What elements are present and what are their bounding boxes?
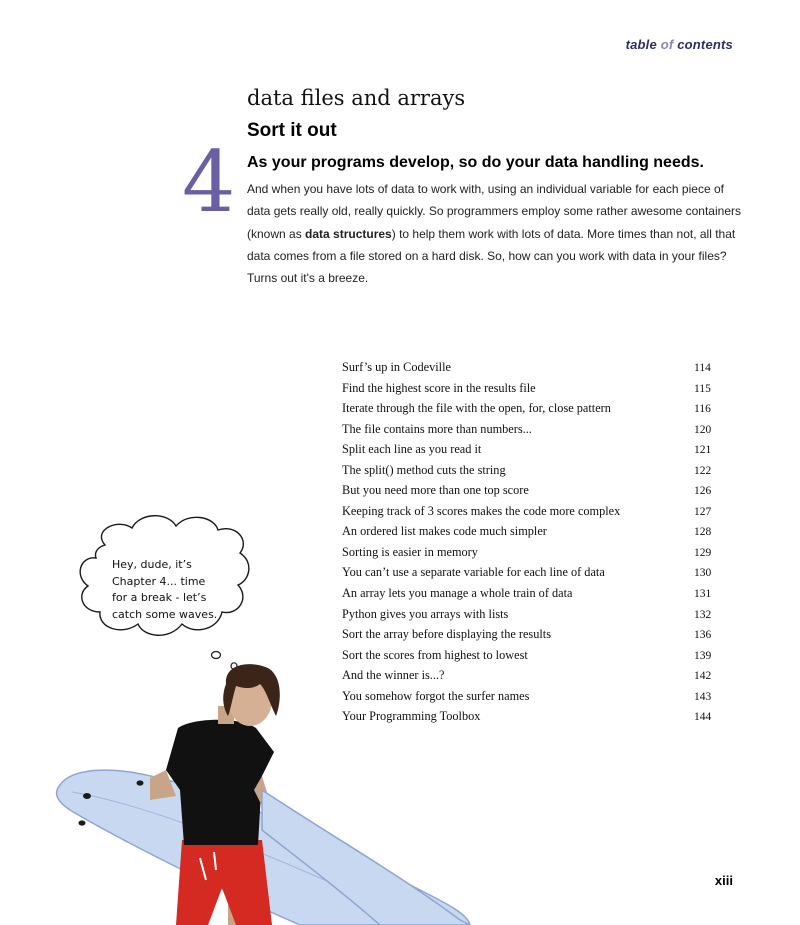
toc-entry-page: 128 bbox=[694, 526, 712, 539]
toc-entry-page: 131 bbox=[694, 588, 712, 601]
chapter-subtitle: As your programs develop, so do your data handling needs. bbox=[247, 154, 704, 171]
toc-entry-title: Iterate through the file with the open, for, close pattern bbox=[342, 401, 611, 416]
toc-entry-title: Sorting is easier in memory bbox=[342, 544, 478, 559]
header-text-post: contents bbox=[673, 37, 733, 52]
thought-line-2: Chapter 4... time bbox=[112, 574, 206, 588]
toc-entry-page: 142 bbox=[694, 670, 712, 683]
intro-bold-term: data structures bbox=[305, 226, 392, 241]
toc-entry-page: 136 bbox=[694, 629, 712, 642]
toc-entry-title: Python gives you arrays with lists bbox=[342, 606, 509, 621]
toc-entry-page: 114 bbox=[694, 362, 711, 374]
toc-entry-title: The file contains more than numbers... bbox=[342, 421, 532, 436]
toc-entry-page: 130 bbox=[694, 567, 712, 580]
toc-entry-page: 121 bbox=[694, 444, 712, 457]
toc-entry-title: And the winner is...? bbox=[342, 668, 445, 683]
thought-bubble-text bbox=[112, 557, 232, 623]
page-number: xiii bbox=[714, 873, 733, 888]
toc-entry-page: 144 bbox=[694, 711, 712, 724]
thought-line-3: for a break - let’s bbox=[112, 591, 207, 604]
toc-entry-title: But you need more than one top score bbox=[342, 483, 529, 498]
toc-entry-page: 143 bbox=[694, 690, 712, 703]
toc-entry-title: Split each line as you read it bbox=[342, 442, 482, 457]
thought-line-4: catch some waves. bbox=[112, 607, 218, 621]
toc-entry-page: 127 bbox=[694, 505, 712, 518]
chapter-title: Sort it out bbox=[247, 120, 337, 141]
intro-text-1: And when you have lots of data to work with, using an individual variable for each piece of data gets really old, really quickly. So programmers employ some rather awesome containers (known as bbox=[247, 182, 741, 241]
toc-entry-title: You somehow forgot the surfer names bbox=[342, 688, 530, 703]
chapter-number: 4 bbox=[182, 133, 234, 231]
toc-entry-page: 126 bbox=[694, 485, 712, 498]
toc-entry-title: Keeping track of 3 scores makes the code more complex bbox=[342, 503, 621, 518]
toc-entry-page: 139 bbox=[694, 649, 712, 662]
toc-entry-title: An ordered list makes code much simpler bbox=[342, 524, 547, 539]
toc-entry-page: 120 bbox=[694, 423, 712, 436]
toc-entry-title: An array lets you manage a whole train of data bbox=[342, 586, 573, 601]
toc-entry-title: Find the highest score in the results file bbox=[342, 380, 536, 395]
toc-entry-title: Sort the array before displaying the results bbox=[342, 627, 551, 642]
thought-line-1: Hey, dude, it’s bbox=[112, 558, 192, 571]
chapter-kicker: data files and arrays bbox=[247, 86, 466, 110]
surfer-person bbox=[150, 664, 280, 925]
toc-entry-title: You can’t use a separate variable for each line of data bbox=[342, 565, 605, 580]
toc-entry-page: 132 bbox=[694, 608, 712, 621]
toc-entry-page: 129 bbox=[694, 546, 712, 559]
toc-entry-title: Your Programming Toolbox bbox=[342, 709, 481, 724]
toc-entry-title: The split() method cuts the string bbox=[342, 462, 506, 477]
toc-entry-page: 116 bbox=[694, 403, 711, 416]
toc-entry-title: Surf’s up in Codeville bbox=[342, 360, 451, 374]
toc-entry-page: 115 bbox=[694, 382, 711, 395]
toc-entry-page: 122 bbox=[694, 464, 712, 477]
header-text-pre: table bbox=[625, 37, 661, 52]
intro-text-2: ) to help them work with lots of data. More times than not, all that data comes from a file stored on a hard disk. So, how can you work with data in your files? Turns out it's a breeze. bbox=[247, 226, 736, 286]
header-text-of: of bbox=[660, 37, 674, 52]
toc-entry-title: Sort the scores from highest to lowest bbox=[342, 647, 528, 662]
